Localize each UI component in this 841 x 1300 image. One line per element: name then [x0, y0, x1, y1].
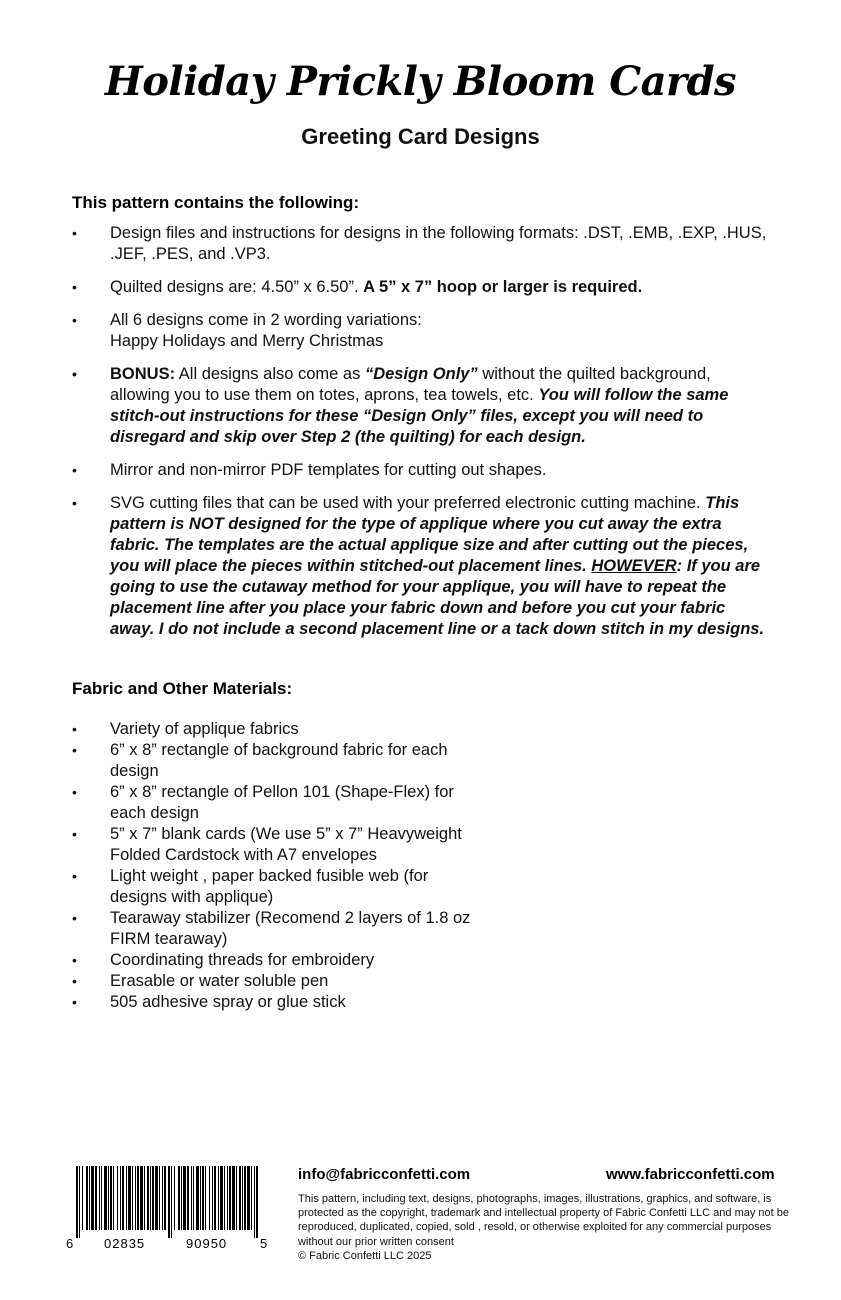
barcode-bar [164, 1166, 166, 1230]
barcode-group-2: 90950 [186, 1236, 228, 1250]
materials-list [72, 719, 472, 1013]
list-item-templates: • Mirror and non-mirror PDF templates for cutting out shapes. [72, 461, 547, 479]
barcode-bar [236, 1166, 237, 1230]
barcode-bar [196, 1166, 199, 1230]
barcode-bar [110, 1166, 112, 1230]
contents-heading: This pattern contains the following: [72, 193, 360, 212]
barcode-bar [128, 1166, 131, 1230]
barcode-bar [174, 1166, 175, 1230]
barcode-bar [181, 1166, 182, 1230]
barcode-bar [242, 1166, 243, 1230]
barcode-bar [224, 1166, 225, 1230]
materials-heading: Fabric and Other Materials: [72, 679, 293, 698]
barcode-bar [220, 1166, 223, 1230]
barcode-bar [155, 1166, 158, 1230]
barcode-bar [191, 1166, 192, 1230]
list-item-bonus: • BONUS: All designs also come as “Design Only” without the quilted background, allowing you to use them on totes, aprons, tea towels, etc. You will follow the same stitch-out instructions for these “Design Only” files, except you will need to disregard and skip over Step 2 (the quilting) for each design. [72, 365, 729, 446]
barcode-bar [140, 1166, 143, 1230]
barcode-digit-right: 5 [260, 1236, 268, 1250]
bullet: • [72, 462, 77, 478]
barcode-bar [95, 1166, 97, 1230]
barcode-bar [171, 1166, 172, 1238]
barcode-bar [251, 1166, 252, 1230]
barcode-bar [183, 1166, 186, 1230]
bullet: • [72, 225, 77, 241]
barcode-bar [239, 1166, 241, 1230]
barcode-bar [137, 1166, 139, 1230]
website-link[interactable]: www.fabricconfetti.com [606, 1166, 775, 1183]
page-subtitle: Greeting Card Designs [301, 124, 540, 149]
list-item: • Erasable or water soluble pen [72, 972, 329, 990]
barcode-bar [99, 1166, 100, 1230]
legal-text: This pattern, including text, designs, photographs, images, illustrations, graphics, and software, is protected as the copyright, trademark and intellectual property of Fabric Confetti LLC and may not be reproduced, duplicated, copied, sold , resold, or otherwise exploited for any commercial purposes without our prior written consent [298, 1193, 789, 1248]
list-item: • 5” x 7” blank cards (We use 5” x 7” Heavyweight Folded Cardstock with A7 envelopes [72, 825, 462, 864]
barcode-bar [104, 1166, 107, 1230]
barcode-bar [187, 1166, 189, 1230]
list-item: • 6” x 8” rectangle of background fabric for each design [72, 741, 448, 780]
list-item-formats: • Design files and instructions for designs in the following formats: .DST, .EMB, .EXP, .HUS, .JEF, .PES, and .VP3. [72, 224, 767, 263]
list-item: • Coordinating threads for embroidery [72, 951, 375, 969]
barcode-bar [101, 1166, 102, 1230]
contents-list [72, 223, 772, 652]
barcode-bar [108, 1166, 109, 1230]
barcode-bar [76, 1166, 78, 1238]
barcode-bar [86, 1166, 88, 1230]
barcode-bar [162, 1166, 163, 1230]
barcode-bar [120, 1166, 121, 1230]
list-item-size: • Quilted designs are: 4.50” x 6.50”. A 5” x 7” hoop or larger is required. [72, 278, 643, 296]
barcode-bar [168, 1166, 170, 1238]
barcode-bar [227, 1166, 228, 1230]
barcode-bar [89, 1166, 90, 1230]
barcode-group-1: 02835 [104, 1236, 146, 1250]
barcode-bar [113, 1166, 114, 1230]
barcode-bar [200, 1166, 201, 1230]
page-title: Holiday Prickly Bloom Cards [104, 58, 737, 105]
copyright-line: © Fabric Confetti LLC 2025 [298, 1249, 432, 1262]
barcode-bar [212, 1166, 213, 1230]
barcode-bar [135, 1166, 136, 1230]
legal-notice [298, 1192, 808, 1263]
list-item: • Light weight , paper backed fusible web (for designs with applique) [72, 867, 429, 906]
barcode-bar [122, 1166, 124, 1230]
barcode-bar [254, 1166, 255, 1238]
barcode-bar [256, 1166, 258, 1238]
list-item: • Variety of applique fabrics [72, 720, 299, 738]
barcode-bar [218, 1166, 219, 1230]
barcode-bar [117, 1166, 118, 1230]
barcode-bar [244, 1166, 246, 1230]
barcode-bars [76, 1166, 258, 1238]
barcode-bar [126, 1166, 127, 1230]
barcode-bar [150, 1166, 151, 1230]
list-item: • 6” x 8” rectangle of Pellon 101 (Shape-Flex) for each design [72, 783, 454, 822]
barcode [64, 1166, 270, 1250]
barcode-bar [232, 1166, 235, 1230]
barcode-bar [159, 1166, 160, 1230]
barcode-bar [91, 1166, 94, 1230]
barcode-bar [152, 1166, 154, 1230]
barcode-bar [209, 1166, 210, 1230]
bullet: • [72, 312, 77, 328]
list-item-svg: • SVG cutting files that can be used with your preferred electronic cutting machine. This pattern is NOT designed for the type of applique where you cut away the extra fabric. The templates are the actual applique size and after cutting out the pieces, you will place the pieces within stitched-out placement lines. HOWEVER: If you are going to use the cutaway method for your applique, you will have to repeat the placement line after you place your fabric down and before you cut your fabric away. I do not include a second placement line or a tack down stitch in my designs. [72, 494, 765, 638]
contact-email-link[interactable]: info@fabricconfetti.com [298, 1166, 471, 1183]
barcode-bar [82, 1166, 83, 1230]
barcode-bar [178, 1166, 180, 1230]
barcode-digit-left: 6 [66, 1236, 74, 1250]
barcode-bar [132, 1166, 133, 1230]
barcode-bar [193, 1166, 194, 1230]
list-item-variations: • All 6 designs come in 2 wording variations: Happy Holidays and Merry Christmas [72, 311, 422, 350]
barcode-bar [214, 1166, 216, 1230]
bullet: • [72, 366, 77, 382]
list-item: • 505 adhesive spray or glue stick [72, 993, 346, 1011]
bullet: • [72, 495, 77, 511]
bullet: • [72, 279, 77, 295]
barcode-bar [205, 1166, 206, 1230]
barcode-bar [229, 1166, 231, 1230]
barcode-bar [247, 1166, 250, 1230]
barcode-bar [79, 1166, 80, 1238]
barcode-bar [144, 1166, 145, 1230]
barcode-bar [202, 1166, 204, 1230]
barcode-bar [147, 1166, 149, 1230]
list-item: • Tearaway stabilizer (Recomend 2 layers of 1.8 oz FIRM tearaway) [72, 909, 471, 948]
